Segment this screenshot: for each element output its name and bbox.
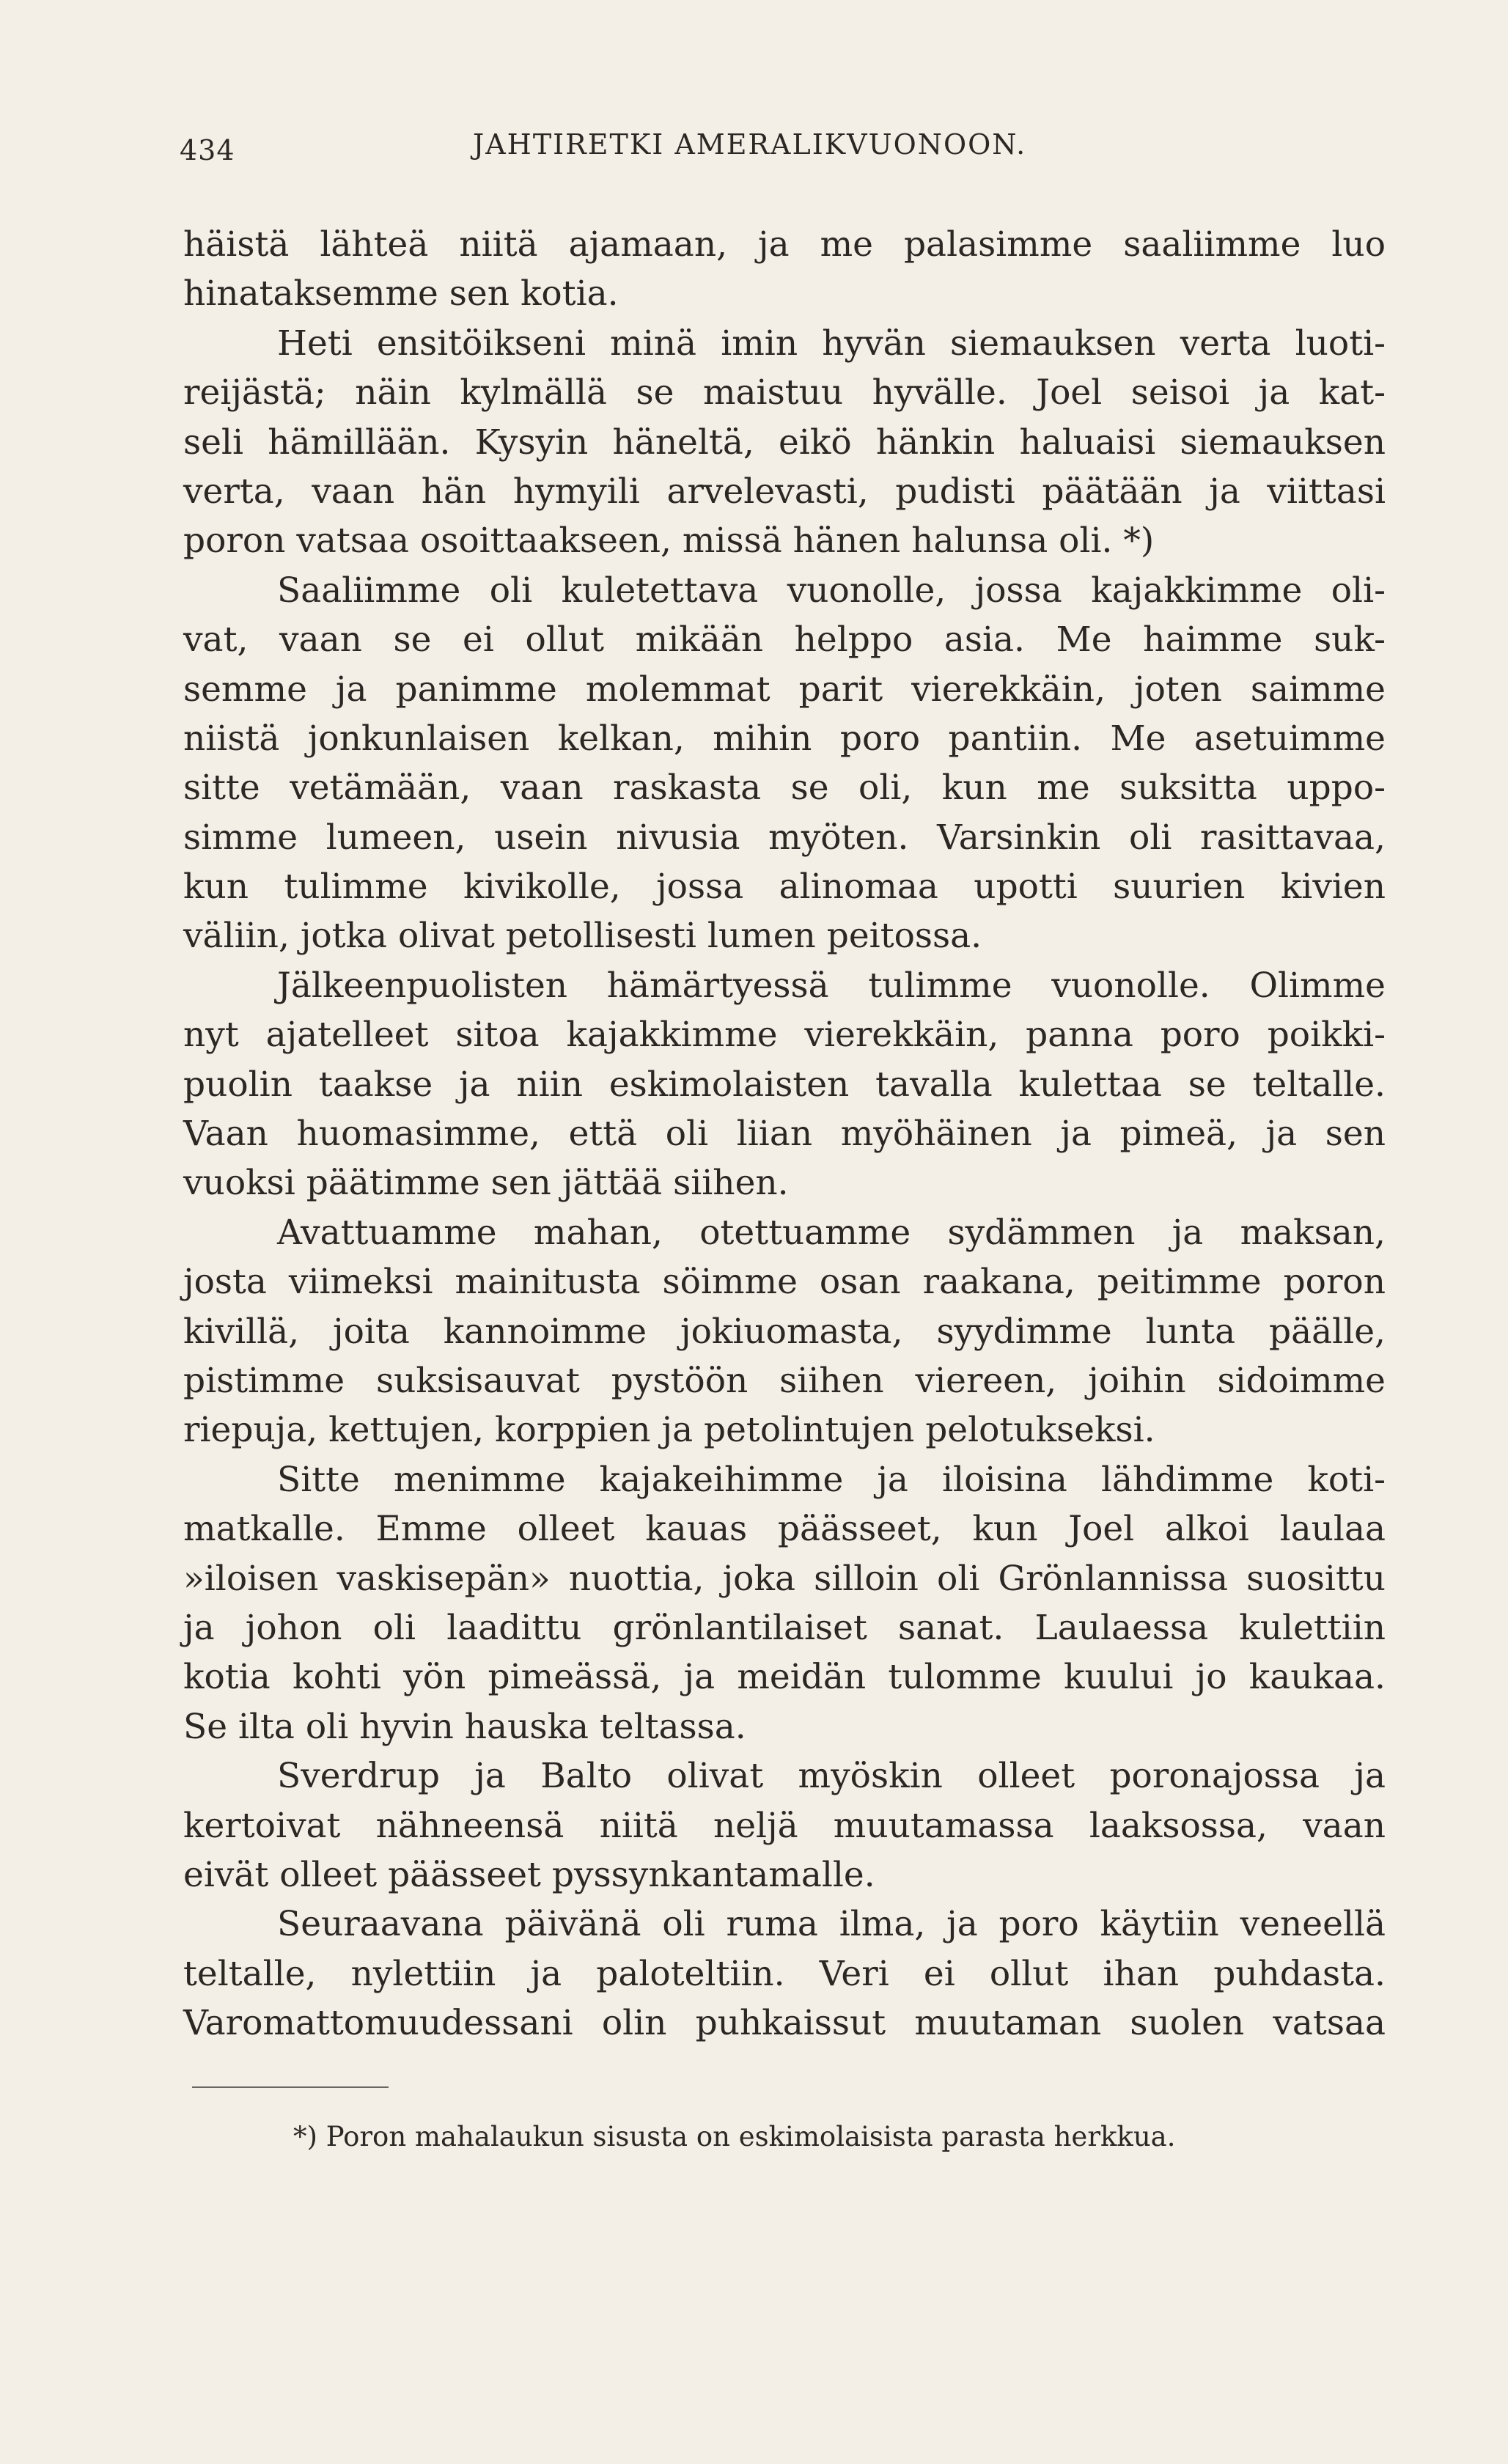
text-line: Saaliimme oli kuletettava vuonolle, jossa kajakkimme oli-	[277, 570, 1386, 611]
text-line: Se ilta oli hyvin hauska teltassa.	[183, 1706, 746, 1747]
text-line: nyt ajatelleet sitoa kajakkimme vierekkäin, panna poro poikki-	[183, 1015, 1386, 1056]
text-line: seli hämillään. Kysyin häneltä, eikö hänkin haluaisi siemauksen	[183, 422, 1386, 463]
text-line: josta viimeksi mainitusta söimme osan raakana, peitimme poron	[183, 1262, 1386, 1303]
text-line: Avattuamme mahan, otettuamme sydämmen ja maksan,	[277, 1212, 1386, 1253]
text-line: väliin, jotka olivat petollisesti lumen peitossa.	[183, 916, 982, 957]
text-line: niistä jonkunlaisen kelkan, mihin poro pantiin. Me asetuimme	[183, 718, 1386, 759]
text-line: matkalle. Emme olleet kauas päässeet, kun Joel alkoi laulaa	[183, 1509, 1386, 1550]
footnote-divider	[192, 2086, 389, 2088]
text-line: kivillä, joita kannoimme jokiuomasta, syydimme lunta päälle,	[183, 1311, 1386, 1352]
text-line: reijästä; näin kylmällä se maistuu hyvälle. Joel seisoi ja kat-	[183, 372, 1386, 413]
text-line: vuoksi päätimme sen jättää siihen.	[183, 1163, 789, 1204]
text-line: Sverdrup ja Balto olivat myöskin olleet poronajossa ja	[277, 1756, 1386, 1797]
text-line: riepuja, kettujen, korppien ja petolintujen pelotukseksi.	[183, 1410, 1155, 1451]
text-line: kun tulimme kivikolle, jossa alinomaa upotti suurien kivien	[183, 867, 1386, 908]
text-line: sitte vetämään, vaan raskasta se oli, kun me suksitta uppo-	[183, 768, 1386, 809]
text-line: Vaan huomasimme, että oli liian myöhäinen ja pimeä, ja sen	[183, 1114, 1386, 1155]
text-line: eivät olleet päässeet pyssynkantamalle.	[183, 1854, 875, 1895]
text-line: vat, vaan se ei ollut mikään helppo asia. Me haimme suk-	[183, 619, 1386, 661]
text-line: Sitte menimme kajakeihimme ja iloisina lähdimme koti-	[277, 1459, 1386, 1500]
text-line: kertoivat nähneensä niitä neljä muutamassa laaksossa, vaan	[183, 1805, 1386, 1846]
text-line: hinataksemme sen kotia.	[183, 273, 619, 315]
text-line: kotia kohti yön pimeässä, ja meidän tulomme kuului jo kaukaa.	[183, 1657, 1386, 1698]
running-head-title: JAHTIRETKI AMERALIKVUONOON.	[473, 128, 1027, 161]
text-line: Jälkeenpuolisten hämärtyessä tulimme vuonolle. Olimme	[277, 965, 1386, 1006]
running-head	[180, 128, 1323, 178]
text-line: Heti ensitöikseni minä imin hyvän siemauksen verta luoti-	[277, 323, 1386, 364]
footnote: *) Poron mahalaukun sisusta on eskimolaisista parasta herkkua.	[293, 2121, 1176, 2152]
body-text	[183, 220, 1386, 2048]
text-line: Seuraavana päivänä oli ruma ilma, ja poro käytiin veneellä	[277, 1904, 1386, 1945]
text-line: Varomattomuudessani olin puhkaissut muutaman suolen vatsaa	[183, 2003, 1386, 2044]
text-line: simme lumeen, usein nivusia myöten. Varsinkin oli rasittavaa,	[183, 817, 1386, 858]
text-line: häistä lähteä niitä ajamaan, ja me palasimme saaliimme luo	[183, 224, 1386, 265]
text-line: poron vatsaa osoittaakseen, missä hänen halunsa oli. *)	[183, 521, 1155, 562]
text-line: verta, vaan hän hymyili arvelevasti, pudisti päätään ja viittasi	[183, 471, 1386, 512]
page-number: 434	[180, 134, 235, 166]
text-line: ja johon oli laadittu grönlantilaiset sanat. Laulaessa kulettiin	[183, 1607, 1386, 1648]
text-line: teltalle, nylettiin ja paloteltiin. Veri ei ollut ihan puhdasta.	[183, 1953, 1386, 1994]
text-line: puolin taakse ja niin eskimolaisten tavalla kulettaa se teltalle.	[183, 1064, 1386, 1105]
text-line: semme ja panimme molemmat parit vierekkäin, joten saimme	[183, 669, 1386, 710]
text-line: pistimme suksisauvat pystöön siihen viereen, joihin sidoimme	[183, 1360, 1386, 1401]
text-line: »iloisen vaskisepän» nuottia, joka silloin oli Grönlannissa suosittu	[183, 1558, 1386, 1599]
